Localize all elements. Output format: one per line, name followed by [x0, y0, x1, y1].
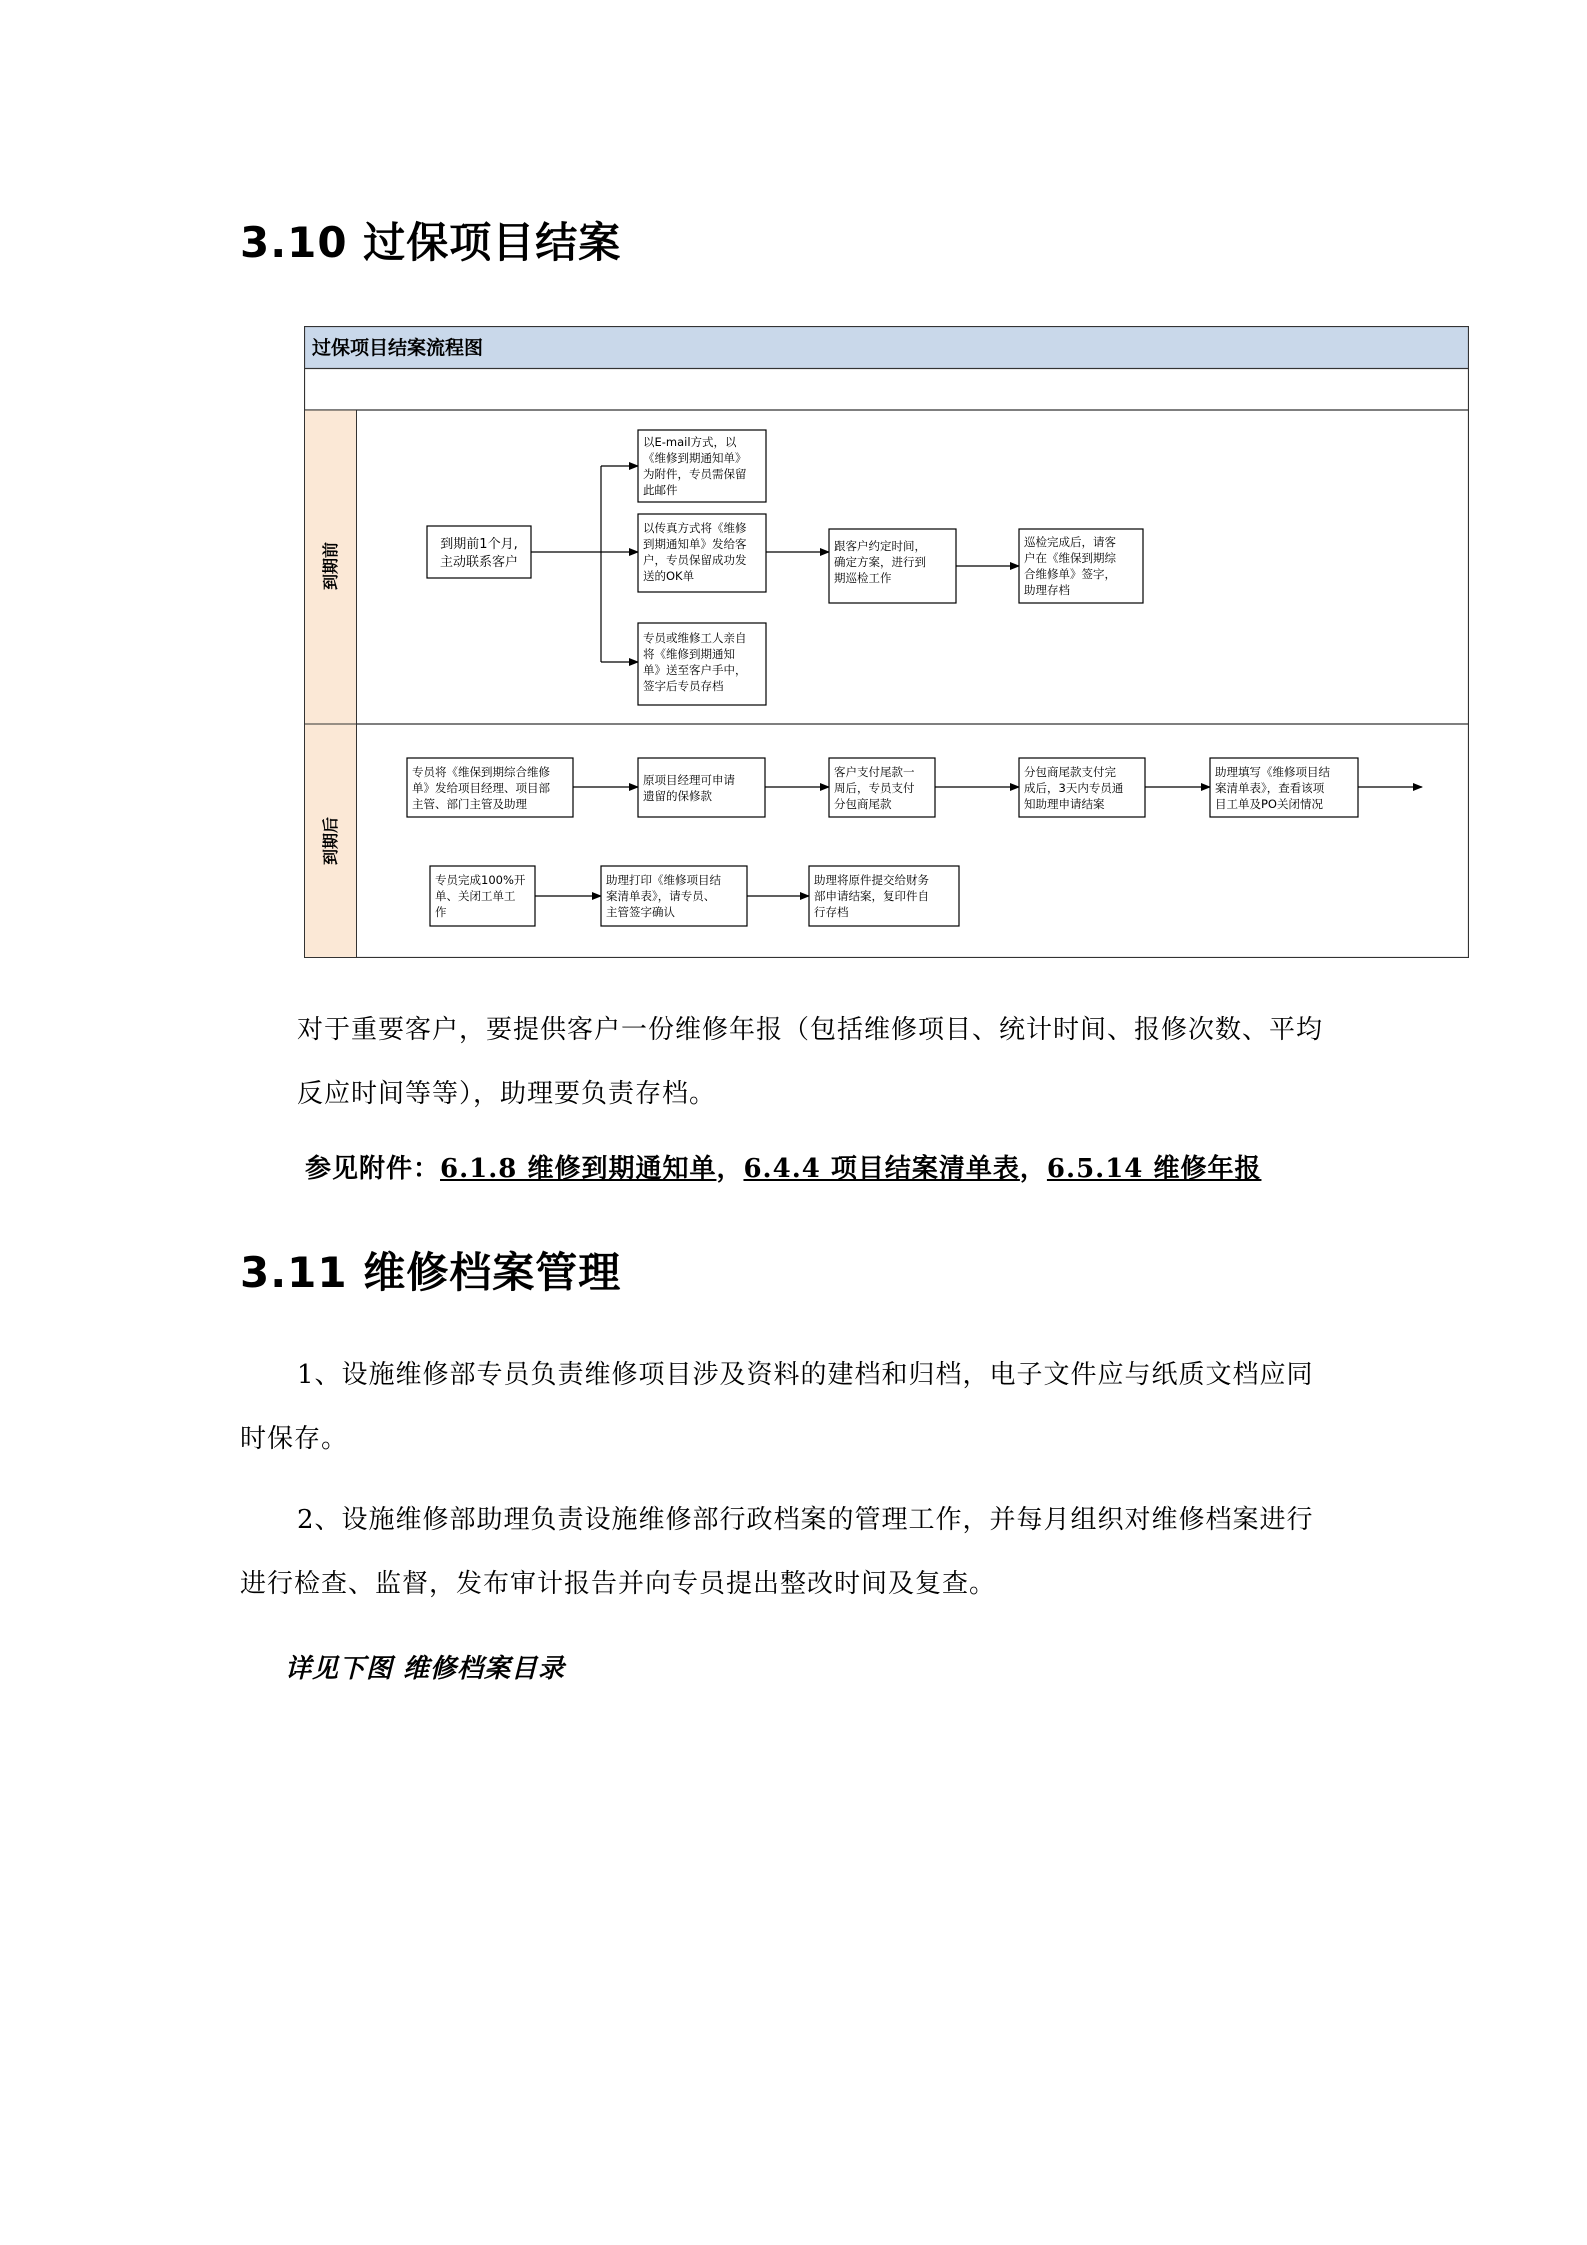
flow-box-email-line-1: 以E-mail方式，以 — [643, 435, 737, 449]
flow-box-print-sign-line-3: 主管签字确认 — [606, 905, 675, 919]
flow-box-warranty-fund — [638, 758, 765, 817]
flow-box-notify-closure-line-2: 成后，3天内专员通 — [1024, 781, 1124, 795]
flow-box-warranty-fund-line-1: 原项目经理可申请 — [643, 773, 735, 787]
flow-box-close-orders-line-2: 单、关闭工单工 — [435, 889, 516, 903]
archive-item-2-line-2: 进行检查、监督，发布审计报告并向专员提出整改时间及复查。 — [240, 1569, 997, 1599]
flow-box-email-line-3: 为附件，专员需保留 — [643, 467, 747, 481]
flow-box-print-sign-line-2: 案清单表》，请专员、 — [606, 889, 716, 903]
flowchart-title: 过保项目结案流程图 — [312, 337, 484, 359]
flow-box-pay-subcontractor-line-1: 客户支付尾款一 — [834, 765, 915, 779]
flow-box-email-line-2: 《维修到期通知单》 — [643, 451, 747, 465]
flow-box-schedule-line-1: 跟客户约定时间， — [834, 539, 926, 553]
link-project-closure-list[interactable]: 6.4.4 项目结案清单表 — [743, 1154, 1020, 1184]
attachment-references — [305, 1148, 1261, 1185]
annual-report-paragraph-line-2: 反应时间等等），助理要负责存档。 — [297, 1079, 717, 1109]
flow-box-fax-line-4: 送的OK单 — [643, 569, 695, 583]
flow-box-send-form-line-2: 单》发给项目经理、项目部 — [412, 781, 550, 795]
flow-box-start — [427, 526, 531, 578]
flow-box-delivery-line-3: 单》送至客户手中， — [643, 663, 747, 677]
flowchart-frame — [305, 327, 1469, 958]
flow-box-start-line-2: 主动联系客户 — [439, 555, 519, 570]
section-heading-3-10: 3.10 过保项目结案 — [240, 218, 622, 267]
flow-box-print-sign-line-1: 助理打印《维修项目结 — [606, 873, 721, 887]
flow-box-close-orders-line-1: 专员完成100%开 — [435, 873, 526, 887]
link-maintenance-expiry-notice[interactable]: 6.1.8 维修到期通知单 — [440, 1154, 717, 1184]
closure-flowchart — [304, 326, 1469, 958]
section-heading-3-11: 3.11 维修档案管理 — [240, 1248, 622, 1297]
lane-label-before: 到期前 — [321, 541, 340, 591]
references-separator: ， — [1019, 1154, 1047, 1184]
flow-box-schedule-line-3: 期巡检工作 — [834, 571, 892, 585]
flow-box-pay-subcontractor-line-3: 分包商尾款 — [834, 797, 892, 811]
flow-box-notify-closure-line-3: 知助理申请结案 — [1024, 797, 1105, 811]
link-maintenance-annual-report[interactable]: 6.5.14 维修年报 — [1046, 1154, 1262, 1184]
archive-item-2-line-1: 2、设施维修部助理负责设施维修部行政档案的管理工作，并每月组织对维修档案进行 — [297, 1505, 1314, 1535]
references-separator: ， — [716, 1154, 744, 1184]
flow-box-notify-closure-line-1: 分包商尾款支付完 — [1024, 765, 1116, 779]
flow-box-delivery-line-4: 签字后专员存档 — [643, 679, 724, 693]
flow-box-closure-list-line-1: 助理填写《维修项目结 — [1215, 765, 1330, 779]
archive-item-1-line-2: 时保存。 — [240, 1424, 349, 1454]
flow-box-send-form-line-3: 主管、部门主管及助理 — [412, 797, 527, 811]
flow-box-submit-finance-line-3: 行存档 — [814, 905, 849, 919]
flow-box-fax-line-1: 以传真方式将《维修 — [643, 521, 747, 535]
flow-box-email-line-4: 此邮件 — [643, 483, 678, 497]
flow-box-fax-line-2: 到期通知单》发给客 — [643, 537, 747, 551]
flow-box-inspection-line-1: 巡检完成后，请客 — [1024, 535, 1116, 549]
see-archive-catalog-note: 详见下图 维修档案目录 — [285, 1654, 566, 1684]
flow-box-inspection-line-3: 合维修单》签字， — [1024, 567, 1116, 581]
flow-box-close-orders-line-3: 作 — [435, 905, 447, 919]
archive-item-1-line-1: 1、设施维修部专员负责维修项目涉及资料的建档和归档，电子文件应与纸质文档应同 — [297, 1360, 1314, 1390]
flow-box-delivery-line-1: 专员或维修工人亲自 — [643, 631, 747, 645]
flow-box-submit-finance-line-2: 部申请结案，复印件自 — [814, 889, 929, 903]
flow-box-inspection-line-2: 户在《维保到期综 — [1024, 551, 1116, 565]
flow-box-start-line-1: 到期前1个月, — [440, 537, 518, 552]
flow-box-send-form-line-1: 专员将《维保到期综合维修 — [412, 765, 550, 779]
flow-box-closure-list-line-2: 案清单表》，查看该项 — [1215, 781, 1325, 795]
annual-report-paragraph-line-1: 对于重要客户，要提供客户一份维修年报（包括维修项目、统计时间、报修次数、平均 — [297, 1015, 1324, 1045]
lane-label-after: 到期后 — [321, 816, 340, 866]
flow-box-pay-subcontractor-line-2: 周后，专员支付 — [834, 781, 915, 795]
flow-box-closure-list-line-3: 目工单及PO关闭情况 — [1215, 797, 1323, 811]
flow-box-inspection-line-4: 助理存档 — [1024, 583, 1070, 597]
flow-box-submit-finance-line-1: 助理将原件提交给财务 — [814, 873, 929, 887]
references-prefix: 参见附件： — [305, 1154, 441, 1184]
flow-box-warranty-fund-line-2: 遗留的保修款 — [643, 789, 712, 803]
flow-box-fax-line-3: 户，专员保留成功发 — [643, 553, 747, 567]
flow-box-delivery-line-2: 将《维修到期通知 — [643, 647, 735, 661]
flow-box-schedule-line-2: 确定方案，进行到 — [834, 555, 926, 569]
